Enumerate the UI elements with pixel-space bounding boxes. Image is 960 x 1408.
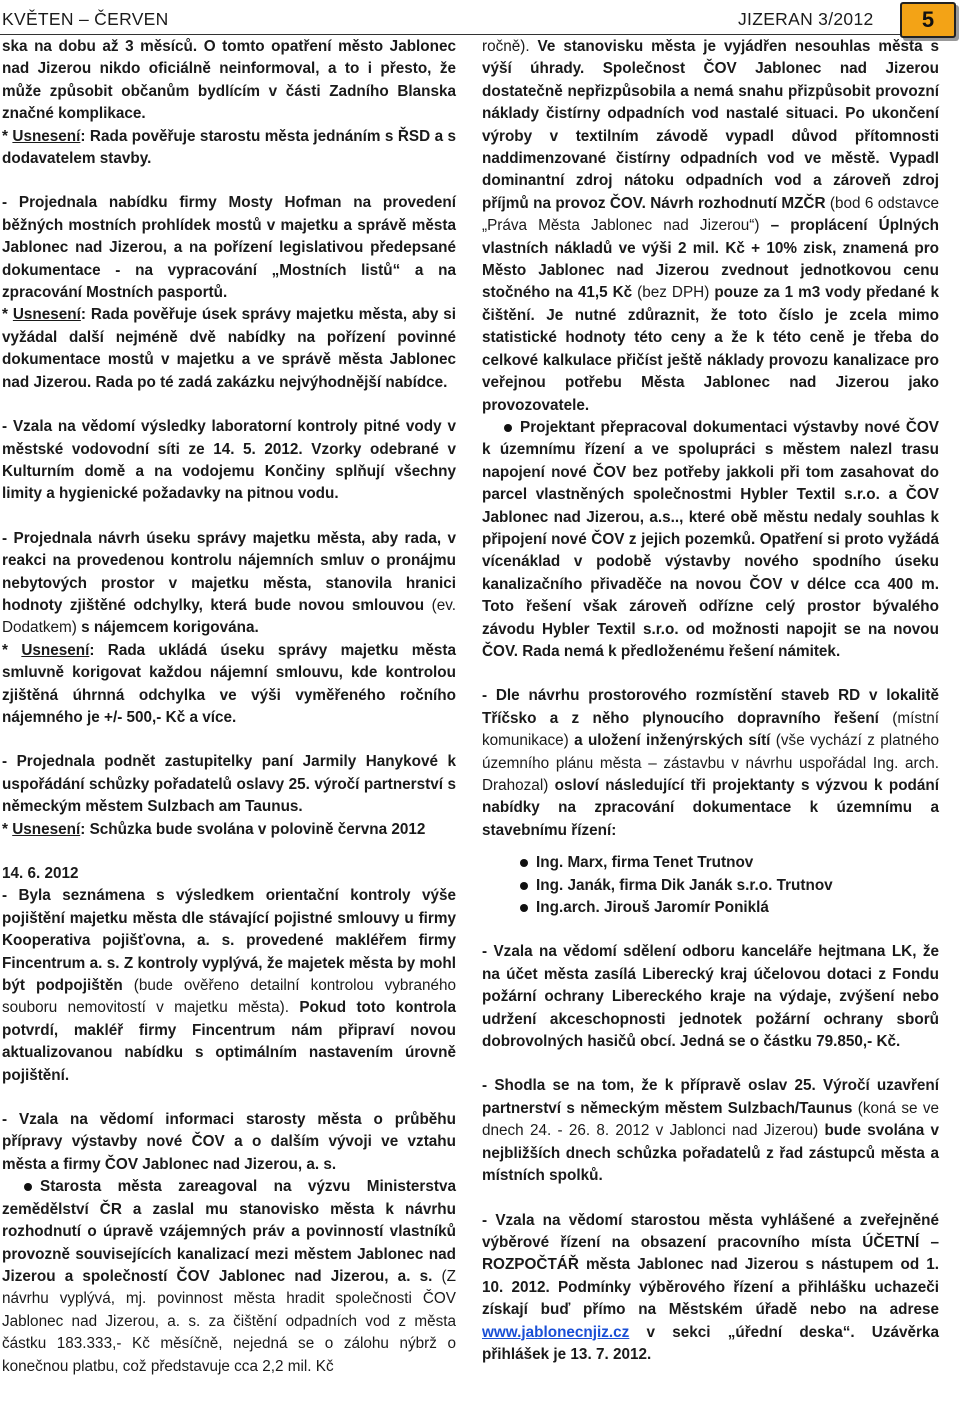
paragraph: - Vzala na vědomí sdělení odboru kanceláře hejtmana LK, že na účet města zasílá Liberecký kraj účelovou dotaci z Fondu požární ochrany Libereckého kraje na výdaje, zvýšení nebo udržení akceschopnosti jednotek požární ochrany sborů dobrovolných hasičů obcí. Jedná se o částku 79.850,- Kč. <box>482 943 939 1051</box>
resolution-label: Usnesení <box>12 127 81 145</box>
issue-title: JIZERAN 3/2012 <box>738 9 874 29</box>
header-rule <box>0 34 900 35</box>
paragraph: - Projednala návrh úseku správy majetku města, aby rada, v reakci na provedenou kontrolu nájemních smluv o pronájmu nebytových prostor v majetku města, stanovila hranici hodnoty zjištěné odchylky, která bude novou smlouvou (ev. Dodatkem) s nájemcem korigována. * Usnesení: Rada ukládá úseku správy majetku města smluvně korigovat každou nájemní smlouvu, kde kontrolou zjištěná úhrnná odchylka ve výši vyměřeného ročního nájemného je +/- 500,- Kč a více. <box>2 529 457 726</box>
bullet-icon <box>504 424 512 432</box>
paragraph: - Vzala na vědomí informaci starosty města o průběhu přípravy výstavby nové ČOV a o dalším vývoji ve vztahu města a firmy ČOV Jablonec nad Jizerou, a. s. <box>2 1111 456 1173</box>
bullet-icon <box>520 904 528 912</box>
bullet-paragraph: Starosta města zareagoval na výzvu Ministerstva zemědělství ČR a zaslal mu stanovisko města k návrhu rozhodnutí o úpravě vzájemných práv a povinností vlastníků provozně souvisejících kanalizací mezi městem Jablonec nad Jizerou a společností ČOV Jablonec nad Jizerou, a. s. (Z návrhu vyplývá, mj. povinnost města hradit společnosti ČOV Jablonec nad Jizerou, a. s. za čištění odpadních vod z města částku 183.333,- Kč měsíčně, nejedná se o zálohu nýbrž o konečnou platbu, což představuje cca 2,2 mil. Kč <box>2 1178 456 1375</box>
designer-list <box>482 852 939 919</box>
bullet-icon <box>520 882 528 890</box>
paragraph: ska na dobu až 3 měsíců. O tomto opatření město Jablonec nad Jizerou nikdo oficiálně neinformoval, a to i přesto, že může způsobit občanům bydlícím v části Zadního Blanska značné komplikace. * Usnesení: Rada pověřuje starostu města jednáním s ŘSD a s dodavatelem stavby. <box>2 38 457 168</box>
left-column <box>2 36 456 1378</box>
resolution-label: Usnesení <box>12 820 81 838</box>
resolution-label: Usnesení <box>21 641 90 659</box>
issue-months: KVĚTEN – ČERVEN <box>2 9 169 29</box>
website-link[interactable]: www.jablonecnjiz.cz <box>482 1323 630 1341</box>
right-column <box>482 36 939 1366</box>
paragraph: - Shodla se na tom, že k přípravě oslav 25. Výročí uzavření partnerství s německým městem Sulzbach/Taunus (koná se ve dnech 24. - 26. 8. 2012 v Jablonci nad Jizerou) bude svolána v nejbližších dnech schůzka pořadatelů z řad zástupců města a místních spolků. <box>482 1077 939 1185</box>
paragraph: - Vzala na vědomí starostou města vyhlášené a zveřejněné výběrové řízení na obsazení pracovního místa ÚČETNÍ – ROZPOČTÁŘ města Jablonec nad Jizerou s nástupem od 1. 10. 2012. Podmínky výběrového řízení a přihlášku uchazeči získají buď přímo na Městském úřadě nebo na adrese www.jablonecnjiz.cz v sekci „úřední deska“. Uzávěrka přihlášek je 13. 7. 2012. <box>482 1211 939 1363</box>
paragraph: - Vzala na vědomí výsledky laboratorní kontroly pitné vody v městské vodovodní síti ze 14. 5. 2012. Vzorky odebrané v Kulturním domě a na vodojemu Končiny splňují všechny limity a hygienické požadavky na pitnou vodu. <box>2 418 456 503</box>
paragraph: - Dle návrhu prostorového rozmístění staveb RD v lokalitě Tříčsko a z něho plynoucího dopravního řešení (místní komunikace) a uložení inženýrských sítí (vše vychází z platného územního plánu města – zástavbu v návrhu uspořádal Ing. arch. Drahozal) osloví následující tři projektanty s výzvou k podání nabídky na zpracování dokumentace k územnímu a stavebnímu řízení: <box>482 687 940 839</box>
resolution-label: Usnesení <box>12 306 81 324</box>
bullet-icon <box>520 859 528 867</box>
list-item: Ing. Janák, firma Dik Janák s.r.o. Trutnov <box>482 875 939 897</box>
paragraph: - Byla seznámena s výsledkem orientační kontroly výše pojištění majetku města dle stávající pojistné smlouvy u firmy Kooperativa pojišťovna, a. s. provedené makléřem firmy Fincentrum a. s. Z kontroly vyplývá, že majetek města by mohl být podpojištěn (bude ověřeno detailní kontrolou vybraného souboru nemovitostí v majetku města). Pokud toto kontrola potvrdí, makléř firmy Fincentrum nám připraví novou aktualizovanou nabídku s optimálním nastavením úrovně pojištění. <box>2 887 456 1084</box>
list-item: Ing.arch. Jirouš Jaromír Poniklá <box>482 897 939 919</box>
bullet-paragraph: Projektant přepracoval dokumentaci výstavby nové ČOV k územnímu řízení a ve spolupráci s městem nalezl trasu napojení nové ČOV bez potřeby jakkoli při tom zasahovat do parcel vlastněných společnostmi Hybler Textil s.r.o. a ČOV Jablonec nad Jizerou, a.s.., které obě městu nedaly souhlas k připojení nové ČOV z jejich pozemků. Opatření si proto vyžádá vícenáklad v podobě výstavby nového spodního úseku kanalizačního přivaděče na novou ČOV v délce cca 400 m. Toto řešení však zároveň odřízne celý prostor bývalého závodu Hybler Textil s.r.o. od možnosti napojit se na novou ČOV. Rada nemá k předloženému řešení námitek. <box>482 418 939 660</box>
paragraph: - Projednala nabídku firmy Mosty Hofman na provedení běžných mostních prohlídek mostů v majetku a správě města Jablonec nad Jizerou, a na pořízení legislativou předepsané dokumentace - na vypracování „Mostních listů“ a na zpracování Mostních pasportů. * Usnesení: Rada pověřuje úsek správy majetku města, aby si vyžádal další nejméně dvě nabídky na pořízení povinné dokumentace mostů v majetku a ve správě města Jablonec nad Jizerou. Rada po té zadá zakázku nejvýhodnější nabídce. <box>2 194 456 391</box>
bullet-icon <box>24 1183 32 1191</box>
paragraph: - Projednala podnět zastupitelky paní Jarmily Hanykové k uspořádání schůzky pořadatelů oslavy 25. výročí partnerství s německým městem Sulzbach am Taunus. * Usnesení: Schůzka bude svolána v polovině června 2012 <box>2 753 456 838</box>
list-item: Ing. Marx, firma Tenet Trutnov <box>482 852 939 874</box>
meeting-date: 14. 6. 2012 <box>2 865 79 882</box>
page-header <box>0 0 960 40</box>
page-number-badge: 5 <box>900 2 956 38</box>
paragraph: ročně). Ve stanovisku města je vyjádřen nesouhlas města s výší úhrady. Společnost ČOV Jablonec nad Jizerou dostatečně nepřizpůsobila a nemá snahu přizpůsobit provozní náklady čistírny odpadních vod nastalé situaci. Po ukončení výroby v textilním závodě vypadl důvod přítomnosti naddimenzované čistírny odpadních vod ve městě. Vypadl dominantní zdroj nátoku odpadních vod a zároveň zdroj příjmů na provoz ČOV. Návrh rozhodnutí MZČR (bod 6 odstavce „Práva Města Jablonec nad Jizerou“) – proplácení Úplných vlastních nákladů ve výši 2 mil. Kč + 10% zisk, znamená pro Město Jablonec nad Jizerou zvednout jednotkovou cenu stočného na 41,5 Kč (bez DPH) pouze za 1 m3 vody předané k čištění. Je nutné zdůraznit, že toto číslo je zcela mimo statistické hodnoty této ceny a že k této ceně je třeba do celkové kalkulace přičíst ještě náklady provozu kanalizace pro veřejnou potřebu Města Jablonec nad Jizerou jako provozovatele. <box>482 38 940 414</box>
